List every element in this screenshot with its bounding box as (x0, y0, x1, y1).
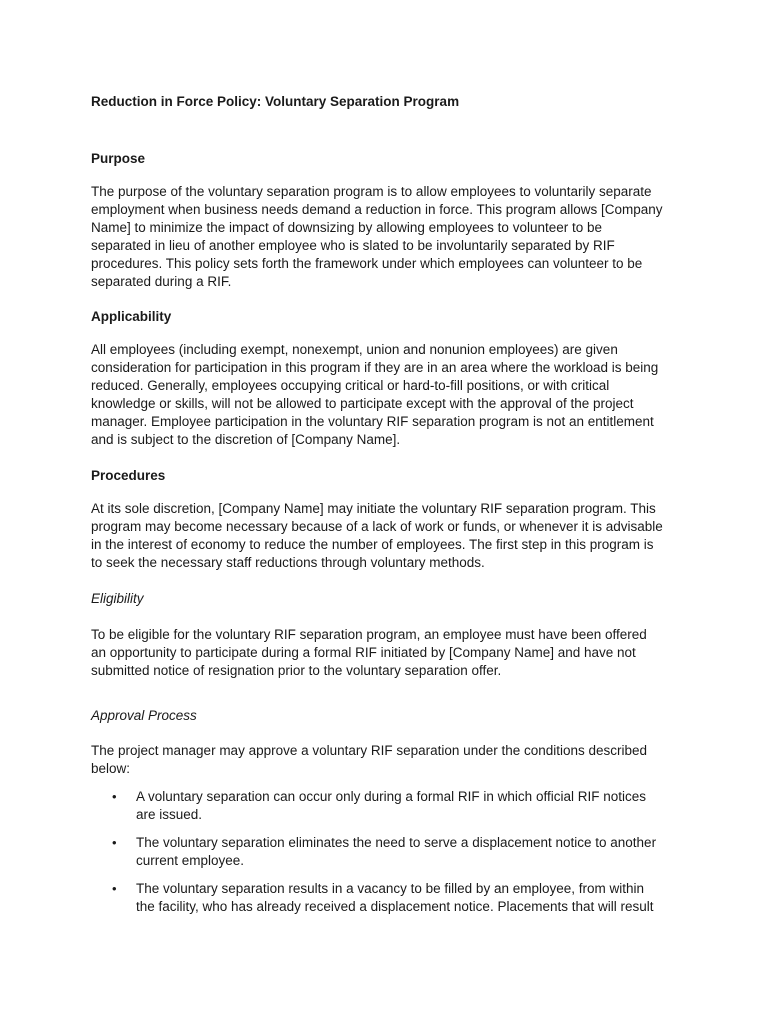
text-line: consideration for participation in this program if they are in an area where the workload is being (91, 360, 659, 375)
section-heading-procedures: Procedures (91, 468, 166, 483)
list-item (91, 880, 691, 916)
bullet-icon: • (112, 789, 117, 804)
text-line: At its sole discretion, [Company Name] may initiate the voluntary RIF separation program. This (91, 501, 656, 516)
text-line: employment when business needs demand a reduction in force. This program allows [Company (91, 202, 663, 217)
text-line: The voluntary separation results in a vacancy to be filled by an employee, from within (136, 881, 645, 896)
text-line: knowledge or skills, will not be allowed to participate except with the approval of the project (91, 396, 634, 411)
paragraph-purpose (91, 183, 681, 291)
text-line: current employee. (136, 853, 245, 868)
subsection-heading-approval-process: Approval Process (91, 708, 197, 723)
text-line: separated during a RIF. (91, 274, 232, 289)
section-heading-purpose: Purpose (91, 151, 146, 166)
text-line: submitted notice of resignation prior to the voluntary separation offer. (91, 663, 502, 678)
text-line: Name] to minimize the impact of downsizing by allowing employees to volunteer to be (91, 220, 603, 235)
paragraph-approval-process (91, 742, 681, 778)
text-line: manager. Employee participation in the voluntary RIF separation program is not an entitlement (91, 414, 654, 429)
text-line: are issued. (136, 807, 203, 822)
list-item (91, 788, 691, 824)
paragraph-procedures (91, 500, 681, 572)
text-line: the facility, who has already received a displacement notice. Placements that will result (136, 899, 654, 914)
text-line: in the interest of economy to reduce the number of employees. The first step in this program is (91, 537, 654, 552)
text-line: reduced. Generally, employees occupying critical or hard-to-fill positions, or with critical (91, 378, 610, 393)
bullet-icon: • (112, 835, 117, 850)
text-line: to seek the necessary staff reductions through voluntary methods. (91, 555, 485, 570)
paragraph-eligibility (91, 626, 681, 680)
paragraph-applicability (91, 341, 681, 449)
text-line: To be eligible for the voluntary RIF separation program, an employee must have been offered (91, 627, 647, 642)
text-line: and is subject to the discretion of [Company Name]. (91, 432, 401, 447)
text-line: an opportunity to participate during a formal RIF initiated by [Company Name] and have not (91, 645, 636, 660)
text-line: The purpose of the voluntary separation program is to allow employees to voluntarily separate (91, 184, 652, 199)
document-title: Reduction in Force Policy: Voluntary Separation Program (91, 94, 460, 109)
subsection-heading-eligibility: Eligibility (91, 591, 144, 606)
text-line: program may become necessary because of a lack of work or funds, or whenever it is advisable (91, 519, 663, 534)
bullet-icon: • (112, 881, 117, 896)
text-line: The voluntary separation eliminates the need to serve a displacement notice to another (136, 835, 657, 850)
text-line: The project manager may approve a voluntary RIF separation under the conditions described (91, 743, 648, 758)
text-line: below: (91, 761, 131, 776)
approval-conditions-list (91, 788, 691, 926)
text-line: procedures. This policy sets forth the framework under which employees can volunteer to be (91, 256, 643, 271)
text-line: separated in lieu of another employee who is slated to be involuntarily separated by RIF (91, 238, 615, 253)
section-heading-applicability: Applicability (91, 309, 172, 324)
text-line: A voluntary separation can occur only during a formal RIF in which official RIF notices (136, 789, 646, 804)
text-line: All employees (including exempt, nonexempt, union and nonunion employees) are given (91, 342, 618, 357)
list-item (91, 834, 691, 870)
